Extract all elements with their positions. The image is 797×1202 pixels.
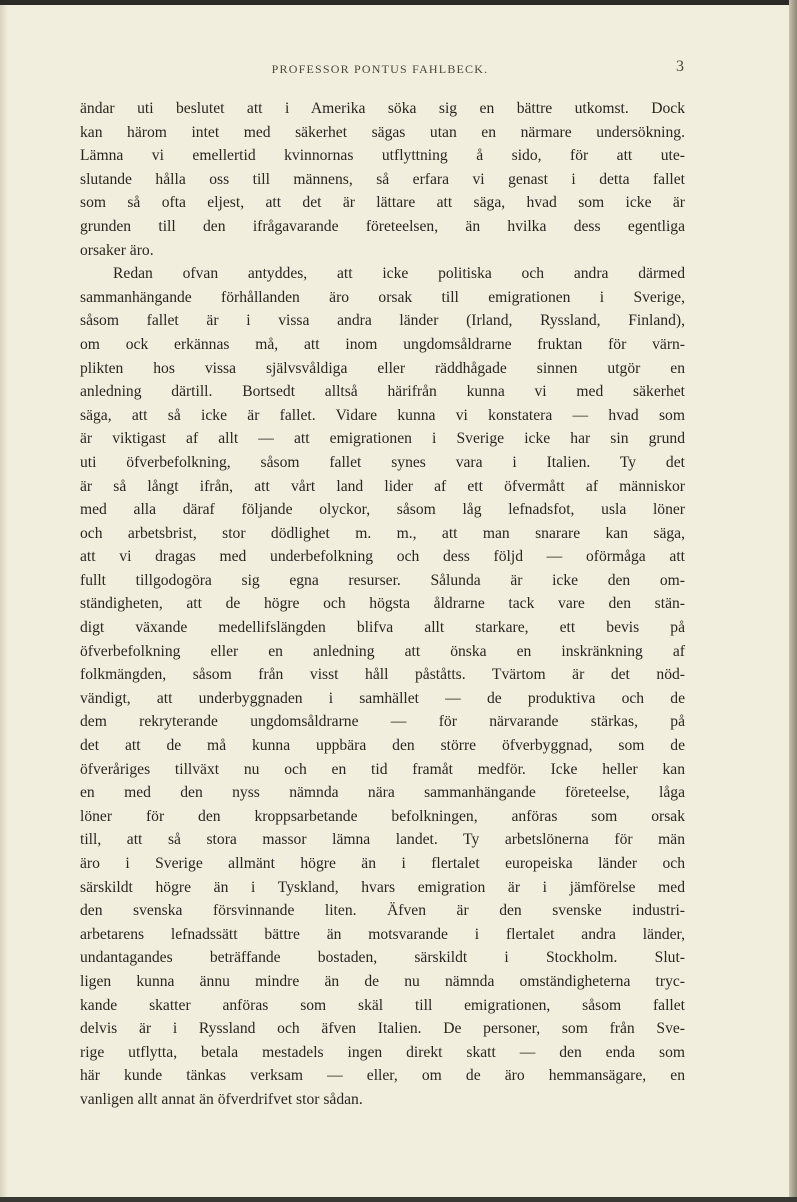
text-line: ändar uti beslutet att i Amerika söka sig en bättre utkomst. Dock	[80, 100, 685, 117]
text-line: uti öfverbefolkning, såsom fallet synes vara i Italien. Ty det	[80, 453, 685, 471]
text-line: plikten hos vissa självsvåldiga eller räddhågade sinnen utgör en	[80, 359, 685, 377]
right-scan-edge	[789, 0, 797, 1202]
text-line: och arbetsbrist, stor dödlighet m. m., att man snarare kan säga,	[80, 524, 685, 542]
body-text	[80, 97, 685, 1112]
page-number: 3	[676, 58, 684, 75]
text-line: Lämna vi emellertid kvinnornas utflyttning å sido, för att ute-	[80, 147, 685, 165]
text-line: grunden till den ifrågavarande företeelsen, än hvilka dess egentliga	[80, 217, 685, 235]
text-line: såsom fallet är i vissa andra länder (Irland, Ryssland, Finland),	[80, 312, 685, 330]
text-line: Redan ofvan antyddes, att icke politiska och andra därmed	[113, 265, 685, 283]
text-line: att vi dragas med underbefolkning och dess följd — oförmåga att	[80, 548, 685, 566]
top-scan-edge	[0, 0, 797, 5]
text-line: vanligen allt annat än öfverdrifvet stor sådan.	[80, 1090, 363, 1108]
bottom-scan-edge	[0, 1197, 797, 1202]
text-line: säga, att så icke är fallet. Vidare kunna vi konstatera — hvad som	[80, 406, 685, 424]
text-line: ligen kunna ännu mindre än de nu nämnda omständigheterna tryc-	[80, 972, 685, 990]
paragraph-2	[80, 262, 685, 1111]
text-line: sammanhängande förhållanden äro orsak till emigrationen i Sverige,	[80, 288, 685, 306]
text-line: kan härom intet med säkerhet sägas utan en närmare undersökning.	[80, 123, 685, 141]
text-line: löner för den kroppsarbetande befolkningen, anföras som orsak	[80, 807, 685, 825]
text-line: om ock erkännas må, att inom ungdomsåldrarne fruktan för värn-	[80, 335, 685, 353]
text-line: orsaker äro.	[80, 241, 154, 259]
text-line: anledning därtill. Bortsedt alltså härifrån kunna vi med säkerhet	[80, 383, 685, 401]
text-line: folkmängden, såsom från visst håll påståtts. Tvärtom är det nöd-	[80, 666, 685, 684]
text-line: kande skatter anföras som skäl till emigrationen, såsom fallet	[80, 996, 685, 1014]
text-line: den svenska försvinnande liten. Äfven är den svenske industri-	[80, 902, 685, 920]
text-line: delvis är i Ryssland och äfven Italien. De personer, som från Sve-	[80, 1020, 685, 1038]
text-line: med alla däraf följande olyckor, såsom låg lefnadsfot, usla löner	[80, 501, 685, 519]
text-line: här kunde tänkas verksam — eller, om de äro hemmansägare, en	[80, 1067, 685, 1085]
text-line: som så ofta eljest, att det är lättare att säga, hvad som icke är	[80, 194, 685, 212]
text-line: slutande hålla oss till männens, så erfara vi genast i detta fallet	[80, 170, 685, 188]
text-line: en med den nyss nämnda nära sammanhängande företeelse, låga	[80, 784, 685, 802]
paragraph-1	[80, 97, 685, 262]
text-line: äro i Sverige allmänt högre än i flertalet europeiska länder och	[80, 855, 685, 872]
text-line: rige utflytta, betala mestadels ingen direkt skatt — den enda som	[80, 1043, 685, 1061]
text-line: särskildt högre än i Tyskland, hvars emigration är i jämförelse med	[80, 878, 685, 896]
text-line: digt växande medellifslängden blifva allt starkare, ett bevis på	[80, 619, 685, 637]
text-line: det att de må kunna uppbära den större öfverbyggnad, som de	[80, 737, 685, 755]
text-line: öfverbefolkning eller en anledning att önska en inskränkning af	[80, 642, 685, 660]
text-line: arbetarens lefnadssätt bättre än motsvarande i flertalet andra länder,	[80, 925, 685, 943]
text-line: vändigt, att underbyggnaden i samhället — de produktiva och de	[80, 689, 685, 707]
text-line: till, att så stora massor lämna landet. Ty arbetslönerna för män	[80, 831, 685, 849]
text-line: är så långt ifrån, att vårt land lider af ett öfvermått af människor	[80, 477, 685, 495]
text-line: undantagandes beträffande bostaden, särskildt i Stockholm. Slut-	[80, 949, 685, 967]
text-line: fullt tillgodogöra sig egna resurser. Sålunda är icke den om-	[80, 571, 685, 589]
page-gutter-shadow	[0, 0, 8, 1202]
text-line: ständigheten, att de högre och högsta åldrarne tack vare den stän-	[80, 595, 685, 613]
running-title: PROFESSOR PONTUS FAHLBECK.	[271, 62, 489, 76]
text-line: är viktigast af allt — att emigrationen i Sverige icke har sin grund	[80, 430, 685, 448]
text-line: öfveråriges tillväxt nu och en tid framåt medför. Icke heller kan	[80, 760, 685, 778]
text-line: dem rekryterande ungdomsåldrarne — för närvarande stärkas, på	[80, 713, 685, 731]
